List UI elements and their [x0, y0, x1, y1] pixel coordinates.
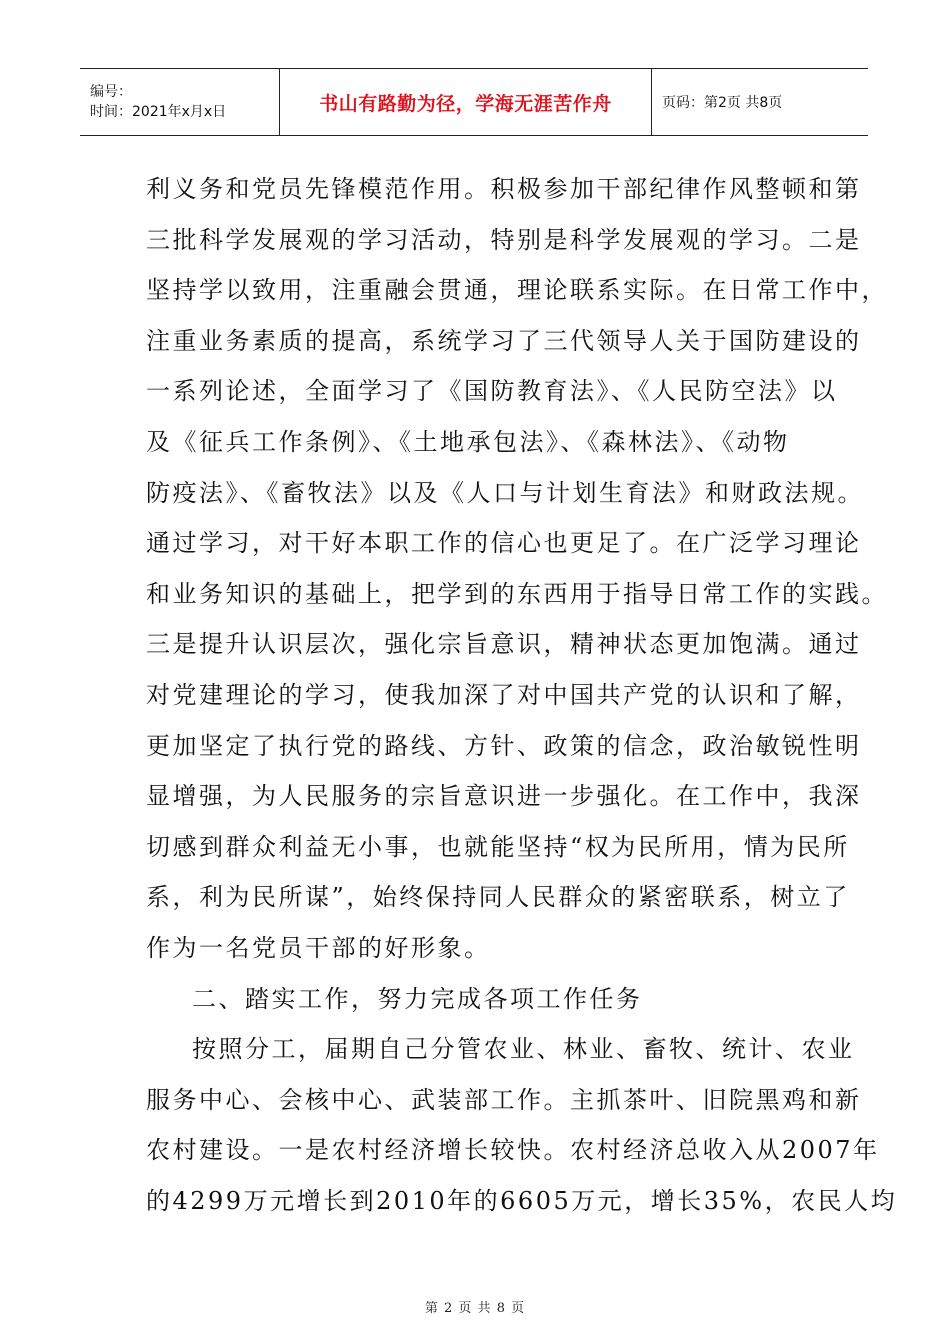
document-number-label: 编号：	[90, 84, 132, 100]
body-text-line: 一系列论述，全面学习了《国防教育法》、《人民防空法》以	[146, 377, 838, 406]
body-text-line: 切感到群众利益无小事，也就能坚持“权为民所用，情为民所	[146, 832, 850, 861]
header-motto-cell	[280, 69, 652, 135]
document-body	[146, 164, 898, 1226]
body-text-line: 系，利为民所谋”，始终保持同人民群众的紧密联系，树立了	[146, 883, 850, 912]
header-page-info: 页码：第2页 共8页	[662, 95, 783, 111]
body-text-line: 注重业务素质的提高，系统学习了三代领导人关于国防建设的	[146, 326, 862, 355]
document-time-label: 时间：2021年x月x日	[90, 104, 227, 120]
body-text-line: 显增强，为人民服务的宗旨意识进一步强化。在工作中，我深	[146, 782, 862, 811]
body-text-line: 对党建理论的学习，使我加深了对中国共产党的认识和了解，	[146, 680, 862, 709]
header-meta	[80, 69, 280, 135]
body-text-line: 通过学习，对干好本职工作的信心也更足了。在广泛学习理论	[146, 529, 862, 558]
body-text-line: 坚持学以致用，注重融会贯通，理论联系实际。在日常工作中，	[146, 276, 888, 305]
body-text-line: 的4299万元增长到2010年的6605万元，增长35%，农民人均	[146, 1186, 898, 1215]
body-text-line: 服务中心、会核中心、武装部工作。主抓茶叶、旧院黑鸡和新	[146, 1085, 862, 1114]
header-motto: 书山有路勤为径，学海无涯苦作舟	[319, 92, 612, 115]
body-text-line: 三批科学发展观的学习活动，特别是科学发展观的学习。二是	[146, 225, 862, 254]
header-page-info-cell	[652, 69, 868, 135]
body-text-line: 防疫法》、《畜牧法》以及《人口与计划生育法》和财政法规。	[146, 478, 864, 507]
body-text-line: 农村建设。一是农村经济增长较快。农村经济总收入从2007年	[146, 1136, 880, 1165]
body-text-line: 和业务知识的基础上，把学到的东西用于指导日常工作的实践。	[146, 579, 888, 608]
page-footer: 第 2 页 共 8 页	[424, 1301, 526, 1316]
body-text-line: 及《征兵工作条例》、《土地承包法》、《森林法》、《动物	[146, 427, 790, 456]
body-text-line: 更加坚定了执行党的路线、方针、政策的信念，政治敏锐性明	[146, 731, 862, 760]
body-text-line: 利义务和党员先锋模范作用。积极参加干部纪律作风整顿和第	[146, 175, 862, 203]
body-text-line: 三是提升认识层次，强化宗旨意识，精神状态更加饱满。通过	[146, 630, 862, 659]
body-text-line: 二、踏实工作，努力完成各项工作任务	[192, 984, 643, 1013]
body-text-line: 按照分工，届期自己分管农业、林业、畜牧、统计、农业	[192, 1035, 855, 1064]
page-header	[80, 68, 868, 136]
body-text-line: 作为一名党员干部的好形象。	[146, 933, 491, 962]
